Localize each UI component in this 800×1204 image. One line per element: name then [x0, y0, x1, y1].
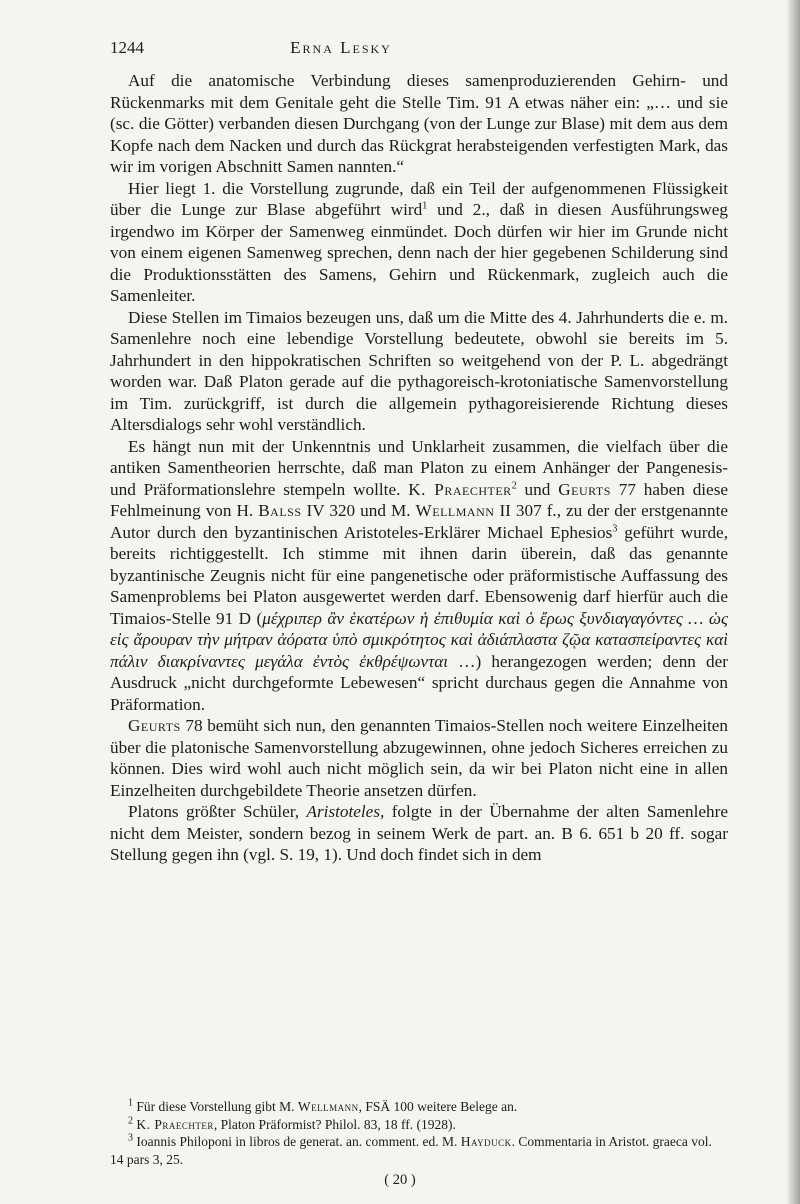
footnote: [110, 1098, 728, 1116]
page-number: 1244: [110, 38, 144, 57]
text-run: Für diese Vorstellung gibt M.: [133, 1099, 298, 1114]
text-run: . Commentaria in Aristot. graeca vol. 14 pars 3, 25.: [110, 1134, 712, 1167]
footnote-marker: 2: [511, 479, 517, 491]
text-run: IV 320 und M.: [301, 501, 416, 520]
text-run: Es hängt nun mit der Unkenntnis und Unklarheit zusammen, die vielfach über die antiken Samentheorien herrschte, daß man Platon zu einem Anhänger der Pangenesis- und Präformationslehre stempeln wollte.: [110, 436, 728, 499]
footnote-marker: 1: [422, 200, 428, 212]
author-name: Geurts: [558, 479, 611, 499]
text-run: , Platon Präformist? Philol. 83, 18 ff. (1928).: [213, 1116, 456, 1132]
paragraph: [110, 307, 728, 436]
author-name: Wellmann: [297, 1099, 359, 1114]
paragraph: [110, 70, 728, 178]
scan-edge-shadow: [786, 0, 800, 1204]
author-name: Wellmann: [415, 501, 495, 520]
text-run: , FSÄ 100 weitere Belege an.: [358, 1099, 518, 1114]
footnote: [110, 1116, 728, 1134]
text-run: II 307 f., zu der der erstgenannte Autor durch den byzantinischen Aristoteles-Erklärer Michael Ephesios: [110, 501, 729, 542]
text-run: Platons größter Schüler,: [128, 802, 307, 821]
running-header: [110, 38, 728, 58]
text-run: Ioannis Philoponi in libros de generat. an. comment. ed. M.: [133, 1134, 461, 1149]
footnote: [110, 1133, 728, 1168]
paragraph: [110, 178, 728, 307]
footnote-marker: 3: [612, 522, 618, 534]
folio: ( 20 ): [384, 1172, 416, 1188]
paragraph: [110, 801, 728, 866]
author-name: K. Praechter: [408, 479, 512, 499]
footnotes: [110, 1098, 728, 1168]
text-run: …) herangezogen werden; denn der Ausdruck „nicht durchgeformte Lebewesen“ spricht durchaus gegen die Annahme von Präformation.: [110, 651, 728, 714]
text-run: Auf die anatomische Verbindung dieses samenproduzierenden Gehirn- und Rückenmarks mit dem Genitale geht die Stelle Tim. 91 A etwas näher ein: „… und sie (sc. die Götter) verbanden diesen Durchgang (von der Lunge zur Blase) mit dem aus dem Kopfe nach dem Nacken und durch das Rückgrat herabsteigenden verfestigten Mark, das wir im vorigen Abschnitt Samen nannten.“: [110, 71, 728, 176]
footnote-marker: 2: [128, 1115, 133, 1126]
footnote-marker: 1: [128, 1097, 133, 1109]
text-run: geführt wurde, bereits richtiggestellt. Ich stimme mit ihnen darin überein, daß das genannte byzantinische Zeugnis nicht für eine pangenetische oder präformistische Auffassung des Samenproblems bei Platon ausgewertet werden darf. Ebensowenig darf hierfür auch die Timaios-Stelle 91 D (: [110, 522, 728, 628]
paragraph: [110, 715, 728, 801]
text-run: Diese Stellen im Timaios bezeugen uns, daß um die Mitte des 4. Jahrhunderts die e. m. Samenlehre noch eine lebendige Vorstellung bedeutete, obwohl sie bereits im 5. Jahrhundert in den hippokratischen Schriften so weitgehend von der P. L. abgedrängt worden war. Daß Platon gerade auf die pythagoreisch-krotoniatische Samenvorstellung im Tim. zurückgriff, ist durch die allgemein pythagoreisierende Richtung dieses Altersdialogs sehr wohl verständlich.: [110, 307, 728, 434]
author-name: Geurts: [128, 716, 181, 735]
text-run: Aristoteles,: [306, 802, 385, 821]
author-name: K. Praechter: [136, 1116, 214, 1132]
author-name: Hayduck: [460, 1134, 512, 1149]
text-run: Hier liegt 1. die Vorstellung zugrunde, daß ein Teil der aufgenommenen Flüssigkeit über die Lunge zur Blase abgeführt wird: [110, 178, 728, 219]
footnote-marker: 3: [128, 1132, 133, 1144]
text-run: 77 haben diese Fehlmeinung von H.: [110, 479, 729, 520]
text-run: und 2., daß in diesen Ausführungsweg irgendwo im Körper der Samenweg einmündet. Doch dürfen wir hier im Grunde nicht von einem eigenen Samenweg sprechen, denn nach der hier gegebenen Schilderung sind die Produktionsstätten des Samens, Gehirn und Rückenmark, zugleich auch die Samenleiter.: [110, 200, 728, 305]
running-head-author: Erna Lesky: [290, 38, 392, 57]
text-run: folgte in der Übernahme der alten Samenlehre nicht dem Meister, sondern bezog in seinem Werk de part. an. B 6. 651 b 20 ff. sogar Stellung gegen ihn (vgl. S. 19, 1). Und doch findet sich in dem: [110, 802, 728, 864]
author-name: Balss: [258, 501, 302, 520]
text-run: 78 bemüht sich nun, den genannten Timaios-Stellen noch weitere Einzelheiten über die platonische Samenvorstellung abzugewinnen, ohne jedoch Sicheres erreichen zu können. Dies wird wohl auch nicht möglich sein, da wir bei Platon nicht eine in allen Einzelheiten durchgebildete Theorie ansetzen dürfen.: [110, 716, 728, 800]
greek-quotation: μέχριπερ ἂν ἑκατέρων ἡ ἐπιθυμία καὶ ὁ ἔρως ξυνδιαγαγόντες … ὡς εἰς ἄρουραν τὴν μήτραν ἀόρατα ὑπὸ σμικρότητος καὶ ἀδιάπλαστα ζῷα κατασπείραντες καὶ πάλιν διακρίναντες μεγάλα ἐντὸς ἐκθρέψωνται: [110, 608, 728, 671]
text-run: und: [516, 479, 559, 499]
paragraph: [110, 436, 728, 716]
body-text: [110, 70, 728, 866]
